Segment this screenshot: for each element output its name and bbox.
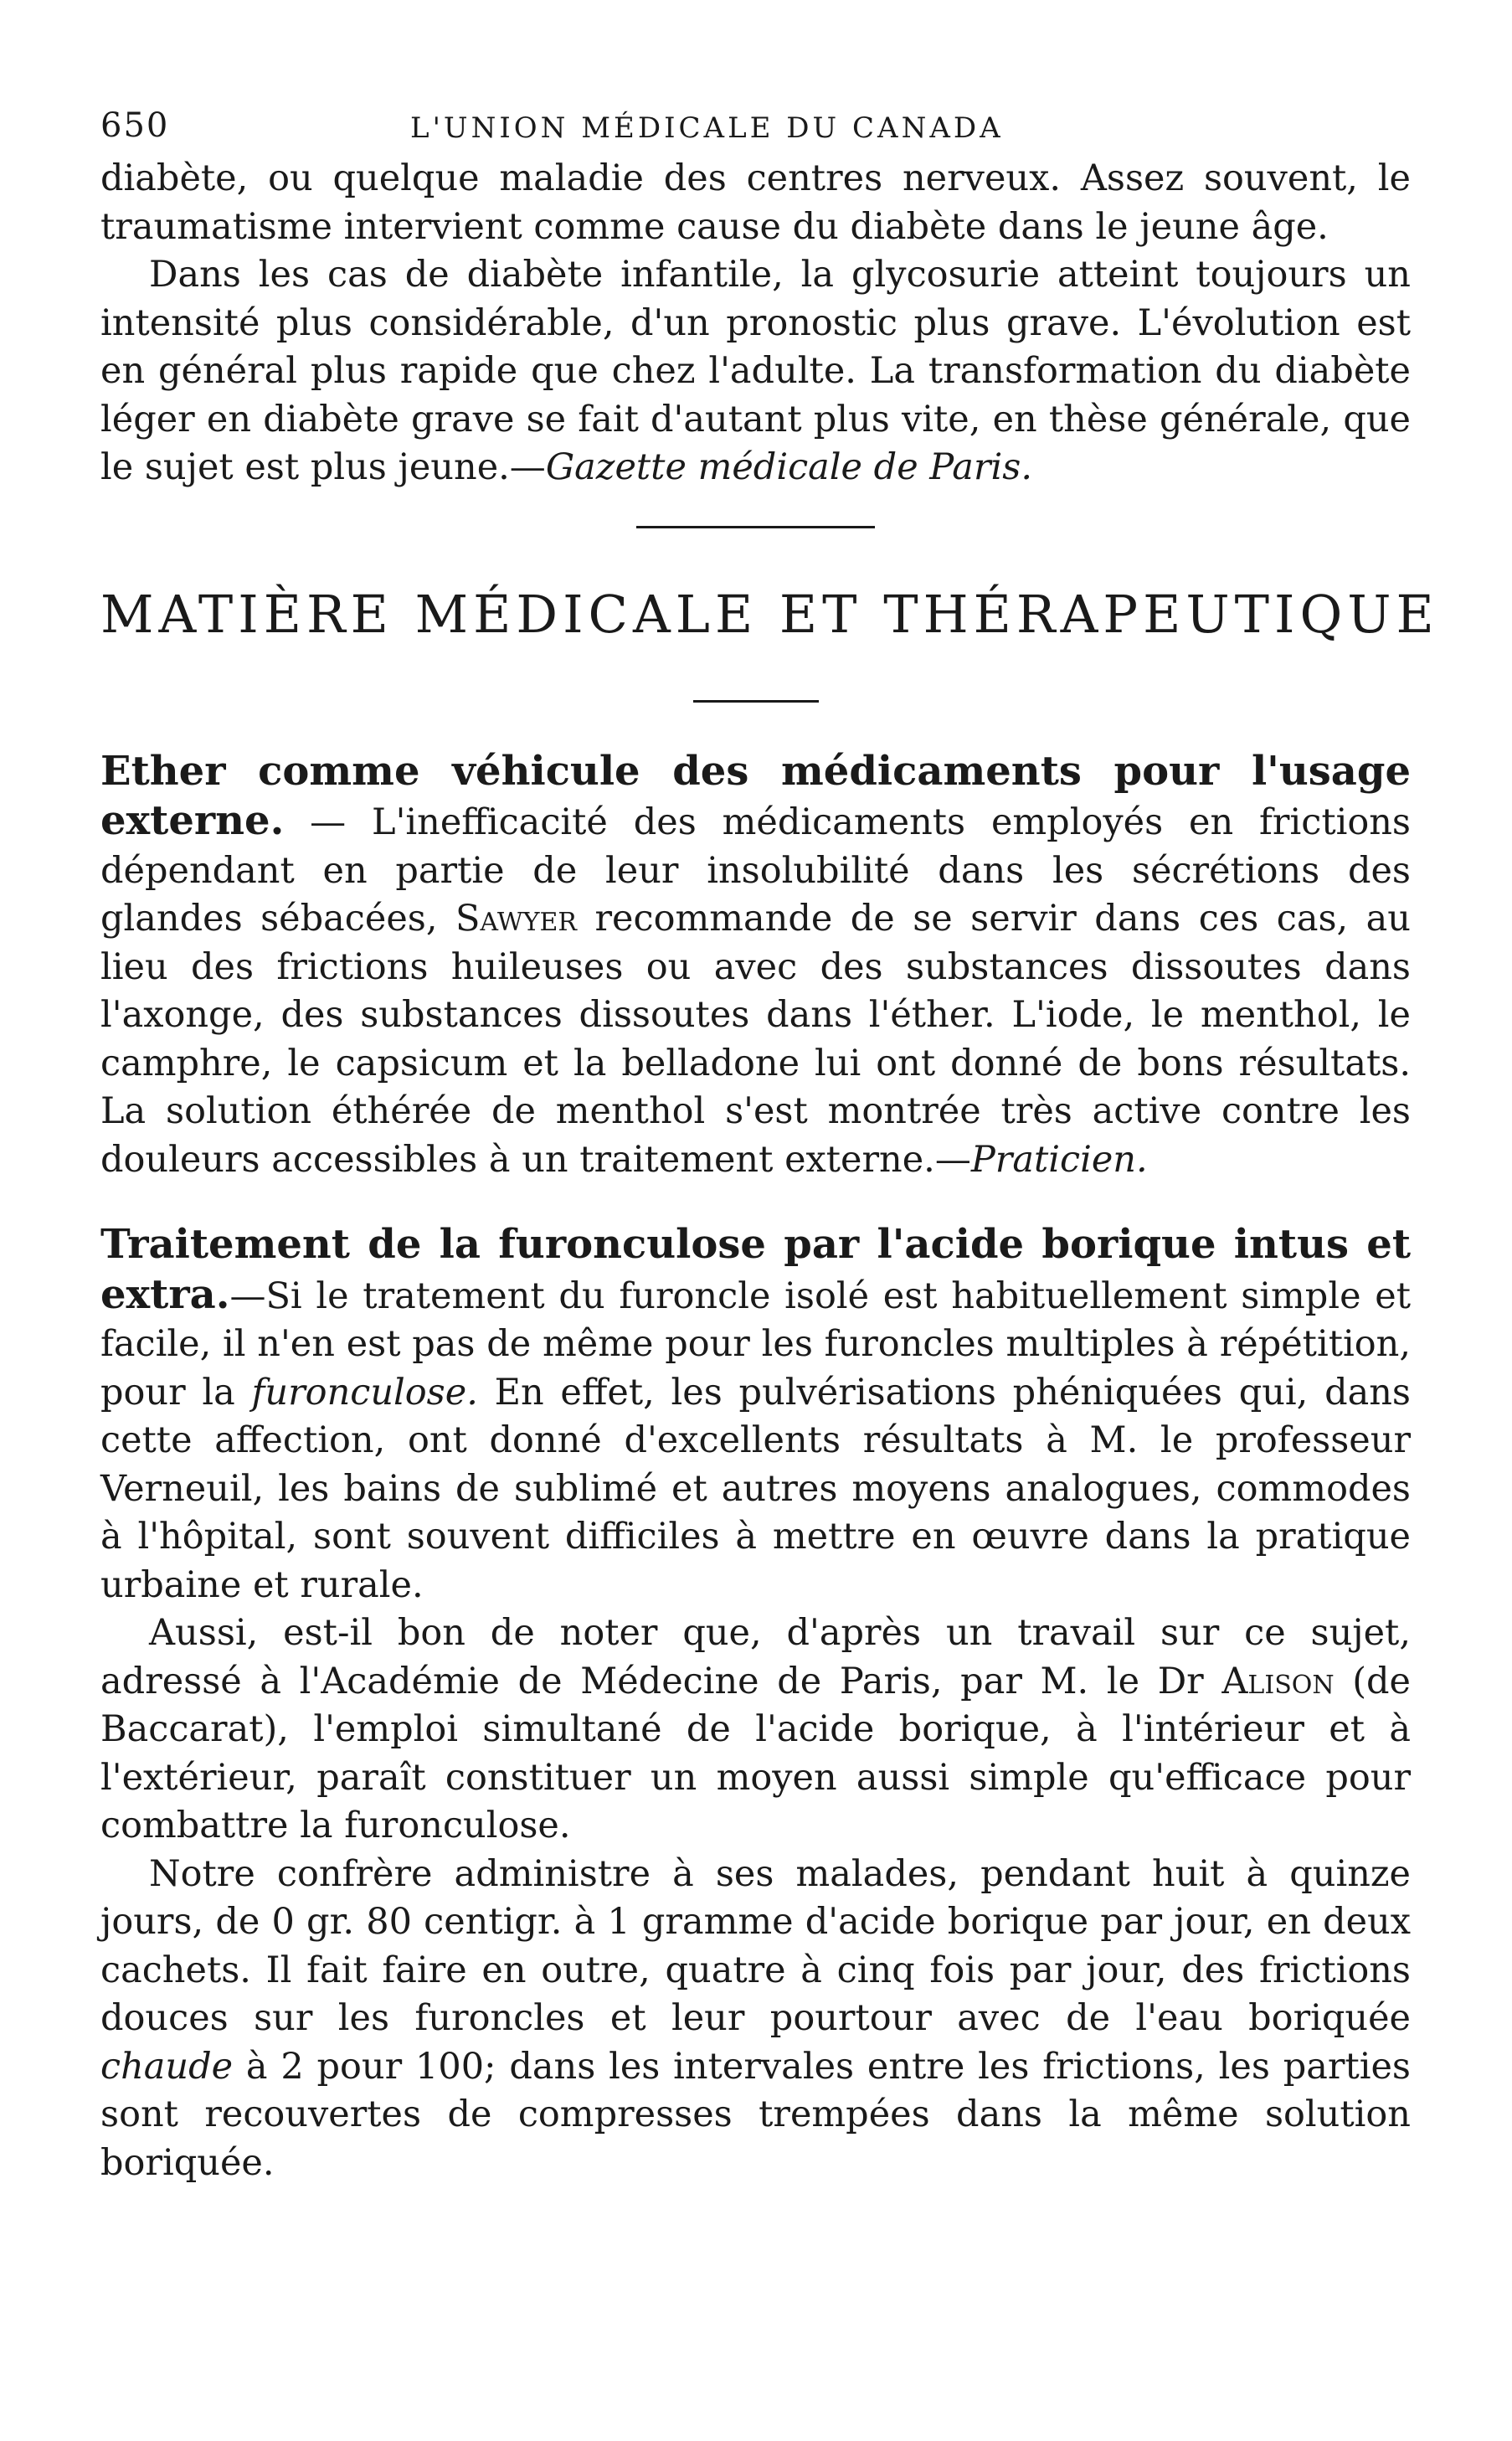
- article-furonculose-p3-body-1: Notre confrère administre à ses malades, pendant huit à quinze jours, de 0 gr. 80 centigr. à 1 gramme d'acide borique par jour, en deux cachets. Il fait faire en outre, quatre à cinq fois par jour, des frictions douces sur les furoncles et leur pourtour avec de l'eau boriquée: [100, 1852, 1411, 2039]
- article-furonculose-p1-body-2: En effet, les pulvérisations phéniquées qui, dans cette affection, ont donné d'excellents résultats à M. le professeur Verneuil, les bains de sublimé et autres moyens analogues, commodes à l'hôpital, sont souvent difficiles à mettre en œuvre dans la pratique urbaine et rurale.: [100, 1371, 1411, 1606]
- article-ether-body-2: recommande de se servir dans ces cas, au lieu des frictions huileuses ou avec des substances dissoutes dans l'axonge, des substances dissoutes dans l'éther. L'iode, le menthol, le camphre, le capsicum et la belladone lui ont donné de bons résultats. La solution éthérée de menthol s'est montrée très active contre les douleurs accessibles à un traitement externe.—: [100, 898, 1411, 1181]
- article-ether: [100, 748, 1411, 1185]
- article-furonculose-paragraph-1: [100, 1221, 1411, 1609]
- article-furonculose: [100, 1221, 1411, 2187]
- article-ether-source: Praticien.: [970, 1138, 1148, 1181]
- article-furonculose-p2-body-1: Aussi, est-il bon de noter que, d'après un travail sur ce sujet, adressé à l'Académie de Médecine de Paris, par M. le Dr: [100, 1612, 1411, 1702]
- author-name-alison: Alison: [1221, 1660, 1335, 1702]
- section-divider-bottom: [693, 700, 819, 703]
- intro-paragraph-2: [100, 251, 1411, 492]
- article-furonculose-p1-body-1: —Si le tratement du furoncle isolé est habituellement simple et facile, il n'en est pas de même pour les furoncles multiples à répétition, pour la: [100, 1275, 1411, 1414]
- article-furonculose-title: Traitement de la furonculose par l'acide borique intus et extra.: [100, 1221, 1411, 1318]
- section-heading: MATIÈRE MÉDICALE ET THÉRAPEUTIQUE: [100, 583, 1439, 645]
- article-furonculose-p3-body-2: à 2 pour 100; dans les intervales entre les frictions, les parties sont recouvertes de compresses trempées dans la même solution boriquée.: [100, 2045, 1411, 2184]
- section-divider-top: [636, 526, 875, 528]
- article-furonculose-p1-italic: furonculose.: [251, 1371, 478, 1414]
- running-head: [100, 80, 1411, 155]
- article-ether-title: Ether comme véhicule des médicaments pour l'usage externe.: [100, 747, 1411, 844]
- journal-title: L'UNION MÉDICALE DU CANADA: [410, 111, 1004, 145]
- article-ether-paragraph: [100, 748, 1411, 1185]
- article-ether-body-1: — L'inefficacité des médicaments employés en frictions dépendant en partie de leur insolubilité dans les sécrétions des glandes sébacées,: [100, 801, 1411, 940]
- author-name-sawyer: Sawyer: [455, 898, 578, 940]
- article-furonculose-paragraph-2: [100, 1609, 1411, 1851]
- page-number: 650: [100, 106, 170, 145]
- intro-paragraph-2-text: Dans les cas de diabète infantile, la glycosurie atteint toujours un intensité plus considérable, d'un pronostic plus grave. L'évolution est en général plus rapide que chez l'adulte. La transformation du diabète léger en diabète grave se fait d'autant plus vite, en thèse générale, que le sujet est plus jeune.—: [100, 254, 1411, 488]
- article-furonculose-p3-italic: chaude: [100, 2045, 234, 2088]
- intro-source-citation: Gazette médicale de Paris.: [545, 446, 1032, 488]
- journal-page: [100, 80, 1439, 2187]
- article-furonculose-p2-body-2: (de Baccarat), l'emploi simultané de l'acide borique, à l'intérieur et à l'extérieur, paraît constituer un moyen aussi simple qu'efficace pour combattre la furonculose.: [100, 1660, 1411, 1846]
- intro-paragraph-1: diabète, ou quelque maladie des centres nerveux. Assez souvent, le traumatisme intervient comme cause du diabète dans le jeune âge.: [100, 157, 1411, 248]
- article-furonculose-paragraph-3: [100, 1851, 1411, 2188]
